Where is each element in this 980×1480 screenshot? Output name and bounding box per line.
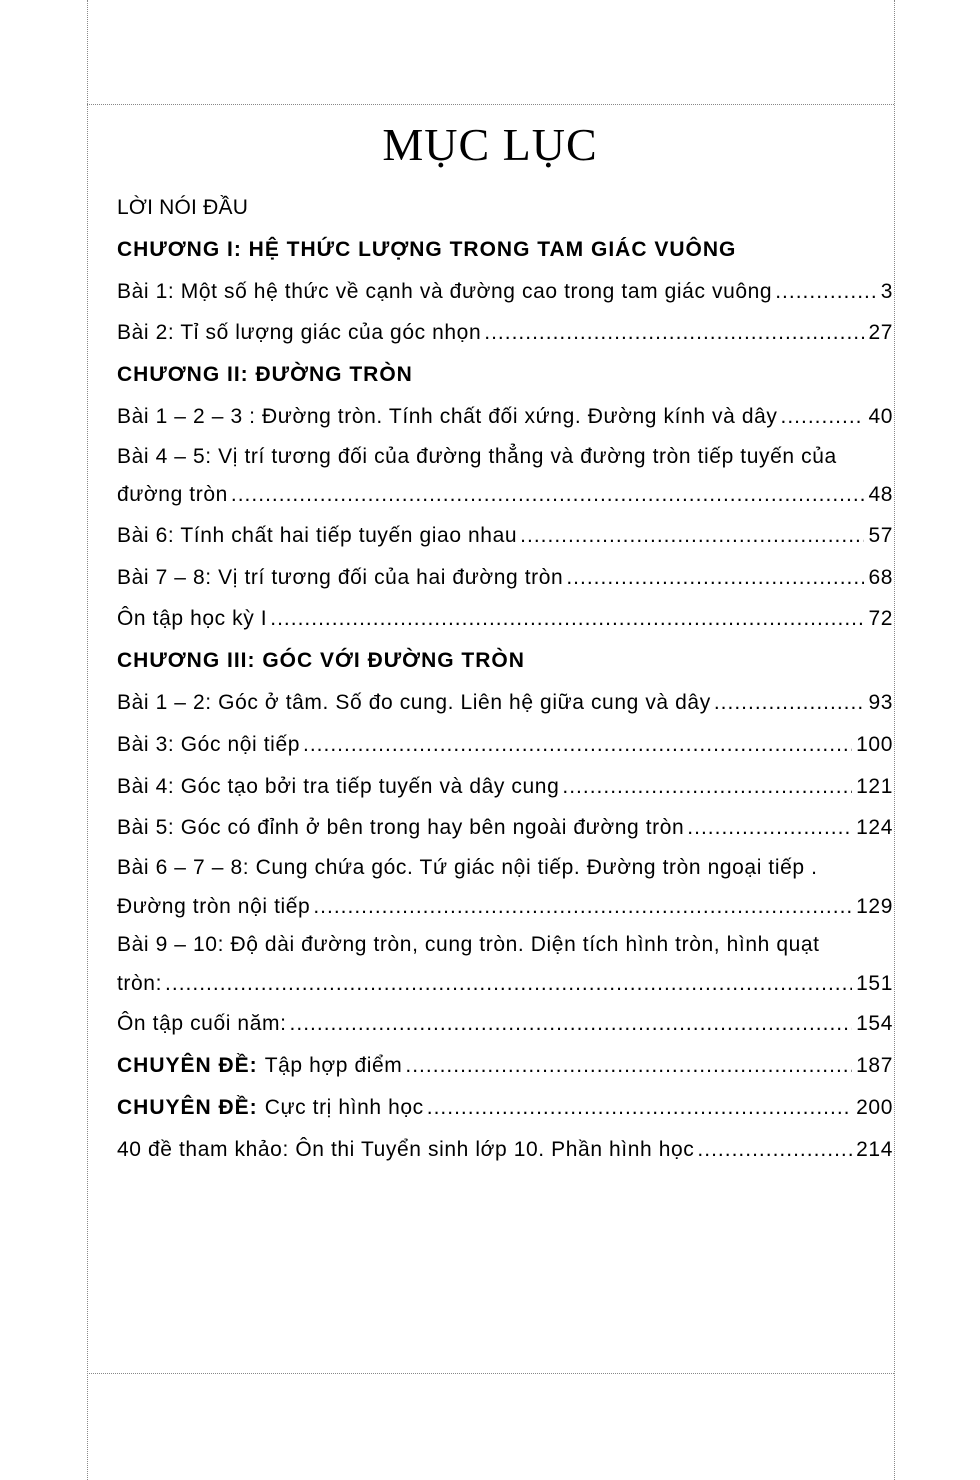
dot-leader <box>781 396 865 438</box>
page-number: 27 <box>868 321 893 345</box>
toc-entry[interactable] <box>117 312 893 354</box>
toc-entry-text: Bài 4 – 5: Vị trí tương đối của đường thẳng và đường tròn tiếp tuyến của <box>117 444 837 468</box>
page-number: 187 <box>856 1053 893 1077</box>
toc-entry-text: Bài 7 – 8: Vị trí tương đối của hai đường tròn <box>117 565 564 589</box>
toc-entry[interactable] <box>117 682 893 724</box>
toc-entry[interactable] <box>117 1087 893 1129</box>
toc-entry-text: Cực trị hình học <box>264 1095 424 1119</box>
toc-entry[interactable] <box>117 766 893 808</box>
toc-entry-text: Bài 6 – 7 – 8: Cung chứa góc. Tứ giác nội tiếp. Đường tròn ngoại tiếp . <box>117 856 818 880</box>
toc-entry[interactable]: LỜI NÓI ĐẦU <box>117 196 249 219</box>
toc-entry-text: Bài 6: Tính chất hai tiếp tuyến giao nhau <box>117 523 518 547</box>
toc-entry-text: Bài 1: Một số hệ thức về cạnh và đường cao trong tam giác vuông <box>117 279 773 303</box>
page-border-left <box>87 0 88 1480</box>
dot-leader <box>165 965 852 1004</box>
toc-entry-text: Bài 9 – 10: Độ dài đường tròn, cung tròn. Diện tích hình tròn, hình quạt <box>117 933 820 957</box>
toc-entry-text: Ôn tập học kỳ I <box>117 607 268 631</box>
toc-entry[interactable] <box>117 557 893 599</box>
toc-entry[interactable] <box>117 724 893 766</box>
dot-leader <box>427 1087 852 1129</box>
page-number: 129 <box>856 894 893 918</box>
toc-entry-text-cont: tròn: <box>117 971 163 995</box>
toc-entry[interactable] <box>117 1003 893 1045</box>
toc-entry-text-cont: đường tròn <box>117 483 228 507</box>
dot-leader <box>484 312 864 354</box>
page-border-right <box>894 0 895 1480</box>
dot-leader <box>231 476 865 515</box>
dot-leader <box>290 1003 853 1045</box>
page-number: 200 <box>856 1095 893 1119</box>
page-number: 3 <box>880 279 893 303</box>
toc-entry-line2[interactable] <box>117 888 893 927</box>
toc-entry[interactable] <box>117 271 893 313</box>
toc-entry-text: Ôn tập cuối năm: <box>117 1012 287 1036</box>
toc-entry-line2[interactable] <box>117 476 893 515</box>
page-number: 57 <box>868 523 893 547</box>
page-number: 154 <box>856 1012 893 1036</box>
page-number: 214 <box>856 1137 893 1161</box>
page-number: 72 <box>868 607 893 631</box>
dot-leader <box>303 724 852 766</box>
toc-entry-text: Bài 1 – 2 – 3 : Đường tròn. Tính chất đối xứng. Đường kính và dây <box>117 404 778 428</box>
toc-entry-line2[interactable] <box>117 965 893 1004</box>
topic-prefix: CHUYÊN ĐỀ: <box>117 1053 258 1077</box>
toc-entry-text: Tập hợp điểm <box>264 1053 403 1077</box>
dot-leader <box>687 807 852 849</box>
dot-leader <box>697 1129 852 1171</box>
toc-entry-line1[interactable] <box>117 849 893 888</box>
toc-entry[interactable] <box>117 598 893 640</box>
toc-entry-text: Bài 2: Tỉ số lượng giác của góc nhọn <box>117 321 482 345</box>
page-number: 151 <box>856 971 893 995</box>
page-number: 48 <box>868 483 893 507</box>
chapter-heading[interactable]: CHƯƠNG II: ĐƯỜNG TRÒN <box>117 363 413 387</box>
dot-leader <box>405 1045 852 1087</box>
dot-leader <box>313 888 852 927</box>
page-number: 68 <box>868 565 893 589</box>
page-border-bottom <box>87 1373 894 1374</box>
toc-entry-text-cont: Đường tròn nội tiếp <box>117 894 311 918</box>
topic-prefix: CHUYÊN ĐỀ: <box>117 1095 258 1119</box>
page-number: 100 <box>856 732 893 756</box>
toc-entry[interactable] <box>117 1045 893 1087</box>
toc-entry[interactable] <box>117 1129 893 1171</box>
toc-entry-line1[interactable] <box>117 438 893 477</box>
toc-entry[interactable] <box>117 396 893 438</box>
chapter-heading[interactable]: CHƯƠNG III: GÓC VỚI ĐƯỜNG TRÒN <box>117 649 525 673</box>
page-title: MỤC LỤC <box>382 119 598 170</box>
toc-entry-text: Bài 1 – 2: Góc ở tâm. Số đo cung. Liên hệ giữa cung và dây <box>117 690 711 714</box>
table-of-contents <box>117 187 893 1170</box>
toc-entry-text: Bài 5: Góc có đỉnh ở bên trong hay bên ngoài đường tròn <box>117 816 685 840</box>
page-number: 93 <box>868 690 893 714</box>
toc-entry[interactable] <box>117 515 893 557</box>
chapter-heading[interactable]: CHƯƠNG I: HỆ THỨC LƯỢNG TRONG TAM GIÁC VUÔNG <box>117 237 737 261</box>
page-number: 121 <box>856 774 893 798</box>
toc-entry-text: Bài 3: Góc nội tiếp <box>117 732 300 756</box>
toc-entry[interactable] <box>117 807 893 849</box>
toc-entry-text: Bài 4: Góc tạo bởi tra tiếp tuyến và dây cung <box>117 774 560 798</box>
dot-leader <box>566 557 864 599</box>
toc-entry-line1[interactable] <box>117 926 893 965</box>
page-number: 40 <box>868 404 893 428</box>
dot-leader <box>520 515 864 557</box>
dot-leader <box>714 682 865 724</box>
page-number: 124 <box>856 816 893 840</box>
dot-leader <box>775 271 877 313</box>
dot-leader <box>270 598 864 640</box>
page-border-top <box>87 104 894 105</box>
dot-leader <box>562 766 852 808</box>
toc-entry-text: 40 đề tham khảo: Ôn thi Tuyển sinh lớp 10. Phần hình học <box>117 1137 695 1161</box>
